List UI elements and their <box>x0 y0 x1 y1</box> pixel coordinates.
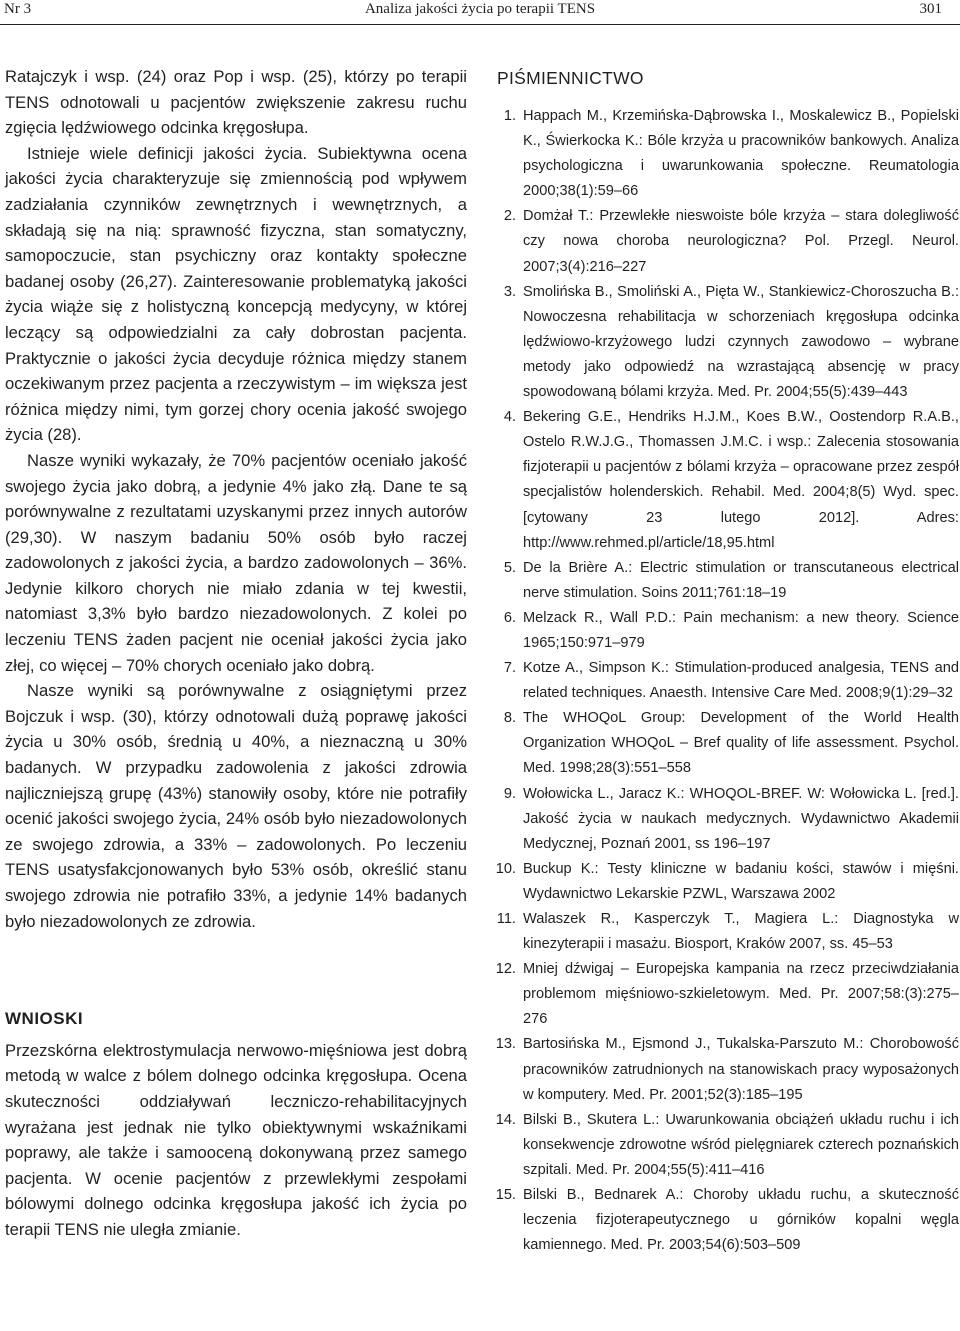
reference-item <box>497 656 959 706</box>
reference-number: 5. <box>503 559 516 576</box>
reference-number: 8. <box>503 710 516 727</box>
reference-number: 2. <box>503 208 516 225</box>
reference-number: 9. <box>503 785 516 802</box>
reference-item <box>497 104 959 204</box>
reference-number: 15. <box>495 1187 516 1204</box>
right-column <box>497 64 959 1258</box>
reference-number: 3. <box>503 283 516 300</box>
conclusions-paragraph: Przezskórna elektrostymulacja nerwowo-mięśniowa jest dobrą metodą w walce z bólem dolnego odcinka kręgosłupa. Ocena skuteczności oddziaływań leczniczo-rehabilitacyjnych wyrażana jest jednak nie tylko obiektywnymi wskaźnikami poprawy, ale także i samooceną dokonywaną przez samego pacjenta. W ocenie pacjentów z przewlekłymi zespołami bólowymi dolnego odcinka kręgosłupa jakość ich życia po terapii TENS nie uległa zmianie. <box>5 1040 467 1239</box>
reference-item <box>497 706 959 781</box>
reference-text: The WHOQoL Group: Development of the World Health Organization WHOQoL – Bref quality of life assessment. Psychol. Med. 1998;28(3):551–558 <box>523 710 959 777</box>
reference-item <box>497 1183 959 1258</box>
reference-text: Walaszek R., Kasperczyk T., Magiera L.: Diagnostyka w kinezyterapii i masażu. Biosport, Kraków 2007, ss. 45–53 <box>523 911 959 953</box>
reference-number: 7. <box>503 660 516 677</box>
reference-number: 14. <box>495 1111 516 1128</box>
reference-text: Kotze A., Simpson K.: Stimulation-produced analgesia, TENS and related techniques. Anaesth. Intensive Care Med. 2008;9(1):29–32 <box>523 660 959 702</box>
body-paragraph: Nasze wyniki są porównywalne z osiągniętymi przez Bojczuk i wsp. (30), którzy odnotowali dużą poprawę jakości życia u 30% osób, średnią u 40%, a nieznaczną u 30% badanych. W przypadku zadowolenia z jakości zdrowia najliczniejszą grupę (43%) stanowiły osoby, które nie potrafiły ocenić jakości swojego życia, 24% osób było niezadowolonych ze swojego zdrowia, a 33% – zadowolonych. Po leczeniu TENS usatysfakcjonowanych było 53% osób, określić stanu swojego zdrowia nie potrafiło 33%, a jedynie 14% badanych było niezadowolonych ze zdrowia. <box>5 681 467 931</box>
reference-number: 10. <box>495 860 516 877</box>
reference-text: Bekering G.E., Hendriks H.J.M., Koes B.W., Oostendorp R.A.B., Ostelo R.W.J.G., Thomassen J.M.C. i wsp.: Zalecenia stosowania fizjoterapii u pacjentów z bólami krzyża – opracowane przez zespół specjalistów holenderskich. Rehabil. Med. 2004;8(5) Wyd. spec. [cytowany 23 lutego 2012]. Adres: http://www.rehmed.pl/article/18,95.html <box>523 409 959 551</box>
reference-item <box>497 606 959 656</box>
reference-text: Wołowicka L., Jaracz K.: WHOQOL-BREF. W: Wołowicka L. [red.]. Jakość życia w naukach medycznych. Wydawnictwo Akademii Medycznej, Poznań 2001, ss 196–197 <box>523 785 959 852</box>
reference-item <box>497 857 959 907</box>
reference-number: 4. <box>503 409 516 426</box>
references-list <box>497 104 959 1258</box>
body-paragraph: Nasze wyniki wykazały, że 70% pacjentów oceniało jakość swojego życia jako dobrą, a jedynie 4% jako złą. Dane te są porównywalne z rezultatami uzyskanymi przez innych autorów (29,30). W naszym badaniu 50% osób było raczej zadowolonych z jakości życia, a bardzo zadowolonych – 36%. Jedynie kilkoro chorych nie miało zdania w tej kwestii, natomiast 3,3% było bardzo niezadowolonych. Z kolei po leczeniu TENS żaden pacjent nie oceniał jakości życia jako złej, co więcej – 70% chorych oceniało jako dobrą. <box>5 450 467 675</box>
reference-item <box>497 782 959 857</box>
reference-item <box>497 556 959 606</box>
issue-number: Nr 3 <box>4 1 32 17</box>
reference-item <box>497 907 959 957</box>
reference-text: Bartosińska M., Ejsmond J., Tukalska-Parszuto M.: Chorobowość pracowników zatrudnionych na stanowiskach pracy wyposażonych w komputery. Med. Pr. 2001;52(3):185–195 <box>523 1036 959 1103</box>
reference-text: Bilski B., Bednarek A.: Choroby układu ruchu, a skuteczność leczenia fizjoterapeutycznego u górników kopalni węgla kamiennego. Med. Pr. 2003;54(6):503–509 <box>523 1187 959 1254</box>
reference-number: 13. <box>495 1036 516 1053</box>
reference-number: 1. <box>503 108 516 124</box>
reference-item <box>497 1108 959 1183</box>
reference-item <box>497 204 959 279</box>
reference-text: Melzack R., Wall P.D.: Pain mechanism: a new theory. Science 1965;150:971–979 <box>523 609 959 651</box>
reference-text: De la Brière A.: Electric stimulation or transcutaneous electrical nerve stimulation. Soins 2011;761:18–19 <box>523 559 959 601</box>
reference-number: 12. <box>495 961 516 978</box>
header-divider <box>0 24 960 25</box>
reference-text: Happach M., Krzemińska-Dąbrowska I., Moskalewicz B., Popielski K., Świerkocka K.: Bóle krzyża u pracowników bankowych. Analiza psychologiczna i uwarunkowania społeczne. Reumatologia 2000;38(1):59–66 <box>523 108 959 200</box>
page-number: 301 <box>919 1 942 17</box>
conclusions-heading: WNIOSKI <box>5 1009 84 1029</box>
reference-item <box>497 280 959 405</box>
body-paragraph: Ratajczyk i wsp. (24) oraz Pop i wsp. (25), którzy po terapii TENS odnotowali u pacjentów zwiększenie zakresu ruchu zgięcia lędźwiowego odcinka kręgosłupa. <box>5 67 467 138</box>
references-heading: PIŚMIENNICTWO <box>497 68 644 88</box>
reference-number: 11. <box>496 911 516 927</box>
reference-item <box>497 957 959 1032</box>
reference-text: Domżał T.: Przewlekłe nieswoiste bóle krzyża – stara dolegliwość czy nowa choroba neurologiczna? Pol. Przegl. Neurol. 2007;3(4):216–227 <box>523 208 959 275</box>
body-paragraph: Istnieje wiele definicji jakości życia. Subiektywna ocena jakości życia charakteryzuje się zmiennością pod wpływem zadziałania czynników zewnętrznych i wewnętrznych, a składają się na nią: sprawność fizyczna, stan somatyczny, samopoczucie, stan psychiczny oraz kontakty społeczne badanej osoby (26,27). Zainteresowanie problematyką jakości życia wiąże się z holistyczną koncepcją medycyny, w której leczący są odpowiedzialni za cały dobrostan pacjenta. Praktycznie o jakości życia decyduje różnica między stanem oczekiwanym przez pacjenta a rzeczywistym – im większa jest różnica między nimi, tym gorzej chory ocenia jakość swojego życia (28). <box>5 143 467 445</box>
reference-text: Mniej dźwigaj – Europejska kampania na rzecz przeciwdziałania problemom mięśniowo-szkieletowym. Med. Pr. 2007;58:(3):275–276 <box>523 961 959 1028</box>
reference-item <box>497 1032 959 1107</box>
running-title: Analiza jakości życia po terapii TENS <box>364 1 596 17</box>
reference-text: Smolińska B., Smoliński A., Pięta W., Stankiewicz-Choroszucha B.: Nowoczesna rehabilitacja w schorzeniach kręgosłupa odcinka lędźwiowo-krzyżowego ludzi czynnych zawodowo – wybrane metody jako odpowiedź na wzrastającą absencję w pracy spowodowaną bólami krzyża. Med. Pr. 2004;55(5):439–443 <box>523 283 959 401</box>
reference-text: Bilski B., Skutera L.: Uwarunkowania obciążeń układu ruchu i ich konsekwencje zdrowotne wśród pielęgniarek czterech poznańskich szpitali. Med. Pr. 2004;55(5):411–416 <box>523 1111 959 1178</box>
reference-item <box>497 405 959 556</box>
reference-text: Buckup K.: Testy kliniczne w badaniu kości, stawów i mięśni. Wydawnictwo Lekarskie PZWL, Warszawa 2002 <box>523 860 959 902</box>
left-column <box>5 64 467 1243</box>
reference-number: 6. <box>503 609 516 626</box>
